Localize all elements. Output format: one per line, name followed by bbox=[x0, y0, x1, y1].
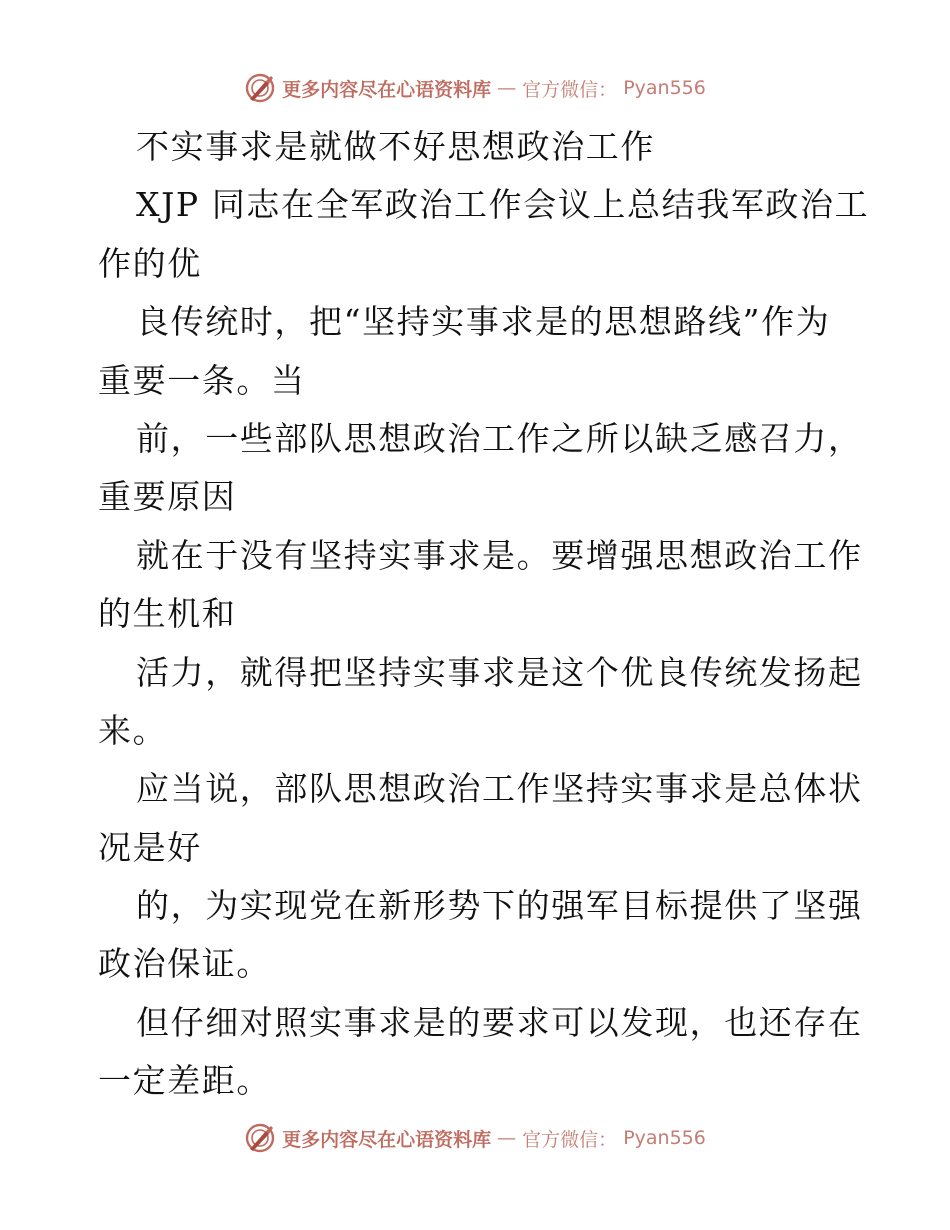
document-line: 一定差距。 bbox=[98, 1061, 271, 1101]
document-line: 重要原因 bbox=[98, 477, 237, 517]
document-line: 活力，就得把坚持实事求是这个优良传统发扬起 bbox=[136, 652, 863, 692]
document-line: 就在于没有坚持实事求是。要增强思想政治工作 bbox=[136, 535, 863, 575]
document-line: 政治保证。 bbox=[98, 944, 271, 984]
watermark-wechat-id: Pyan556 bbox=[623, 77, 706, 99]
document-body bbox=[98, 118, 870, 1111]
watermark-separator: — bbox=[497, 77, 517, 99]
document-line: 作的优 bbox=[98, 243, 202, 283]
watermark-footer bbox=[0, 1122, 950, 1154]
watermark-site-name: 更多内容尽在心语资料库 bbox=[282, 1128, 492, 1151]
document-line: 来。 bbox=[98, 710, 168, 750]
document-line: 但仔细对照实事求是的要求可以发现，也还存在 bbox=[136, 1002, 863, 1042]
watermark-wechat-label: 官方微信： bbox=[522, 1128, 618, 1151]
document-line: 前，一些部队思想政治工作之所以缺乏感召力， bbox=[136, 418, 863, 458]
pen-logo-icon bbox=[244, 72, 276, 104]
document-line: 应当说，部队思想政治工作坚持实事求是总体状 bbox=[136, 769, 863, 809]
document-line: 重要一条。当 bbox=[98, 360, 306, 400]
watermark-wechat-id: Pyan556 bbox=[623, 1127, 706, 1149]
watermark-wechat-label: 官方微信： bbox=[522, 78, 618, 101]
document-line: 不实事求是就做不好思想政治工作 bbox=[136, 127, 655, 166]
watermark-site-name: 更多内容尽在心语资料库 bbox=[282, 78, 492, 101]
document-line: 良传统时，把“坚持实事求是的思想路线”作为 bbox=[136, 302, 831, 342]
pen-logo-icon bbox=[244, 1122, 276, 1154]
document-line: XJP 同志在全军政治工作会议上总结我军政治工 bbox=[136, 185, 870, 225]
watermark-separator: — bbox=[497, 1127, 517, 1149]
document-line: 的，为实现党在新形势下的强军目标提供了坚强 bbox=[136, 886, 863, 926]
document-line: 况是好 bbox=[98, 827, 202, 867]
document-line: 的生机和 bbox=[98, 594, 237, 634]
watermark-header bbox=[0, 72, 950, 104]
